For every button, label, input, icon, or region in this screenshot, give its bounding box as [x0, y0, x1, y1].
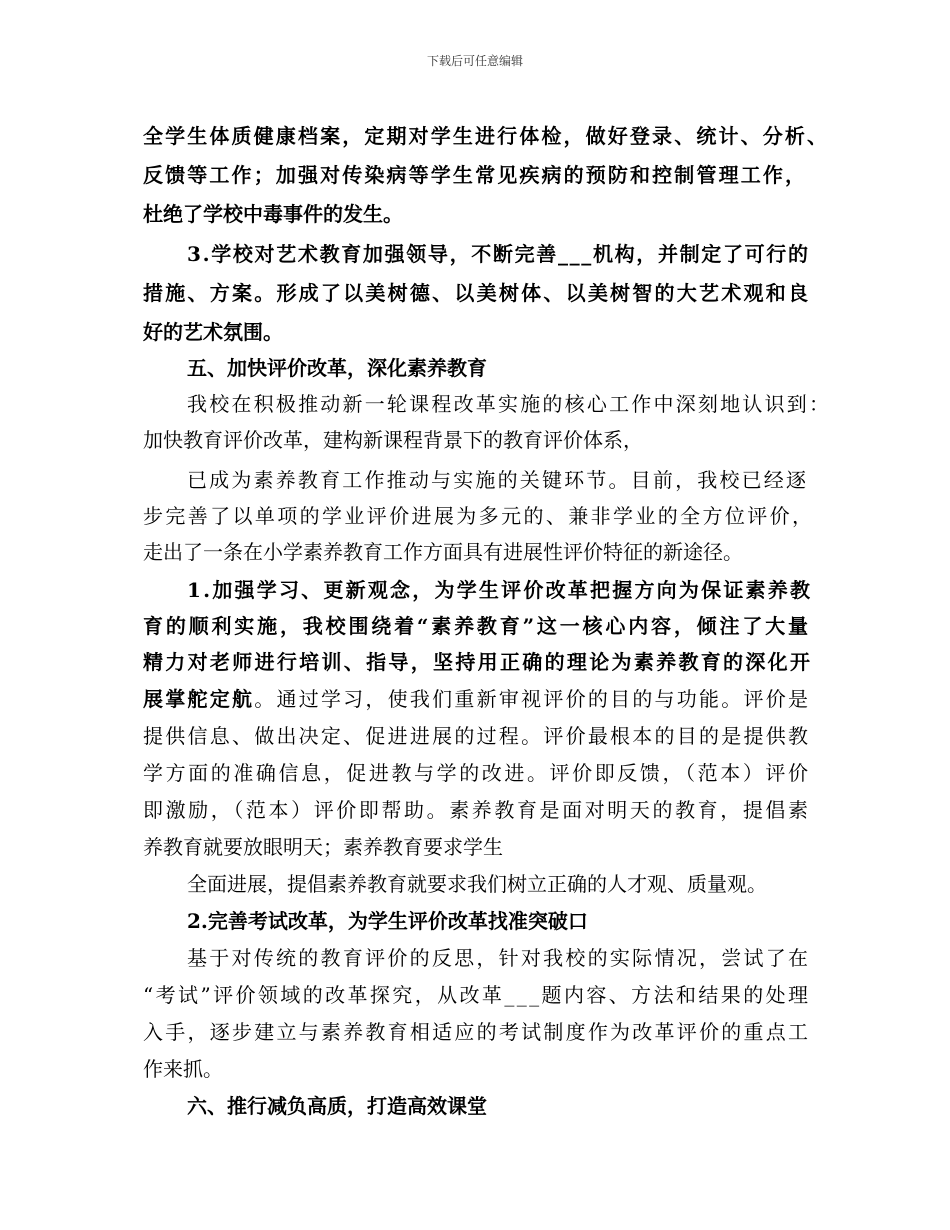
line-text: 3.学校对艺术教育加强领导，不断完善___机构，并制定了可行的	[187, 242, 810, 266]
text-line	[0, 1014, 950, 1050]
line-text: 措施、方案。形成了以美树德、以美树体、以美树智的大艺术观和良	[143, 281, 811, 305]
line-text: 养教育就要放眼明天；素养教育要求学生	[143, 835, 503, 859]
line-text: 全面进展，提倡素养教育就要求我们树立正确的人才观、质量观。	[187, 872, 767, 896]
text-line	[0, 157, 950, 193]
text-line	[0, 275, 950, 311]
text-line	[0, 314, 950, 350]
text-line	[0, 829, 950, 865]
line-text: 六、推行减负高质，打造高效课堂	[187, 1094, 487, 1118]
text-line	[0, 462, 950, 498]
line-text: 精力对老师进行培训、指导，坚持用正确的理论为素养教育的深化开	[143, 650, 813, 674]
line-text: 已成为素养教育工作推动与实施的关键环节。目前，我校已经逐	[187, 468, 809, 492]
line-segment: 展掌舵定航	[143, 687, 255, 711]
text-line	[0, 534, 950, 570]
line-text: 基于对传统的教育评价的反思，针对我校的实际情况，尝试了在	[187, 946, 811, 970]
text-line	[0, 1051, 950, 1087]
text-line	[0, 118, 950, 154]
text-line	[0, 718, 950, 754]
text-line	[0, 196, 950, 232]
text-line	[0, 681, 950, 717]
text-line	[0, 755, 950, 791]
text-line	[0, 940, 950, 976]
line-text: 反馈等工作；加强对传染病等学生常见疾病的预防和控制管理工作，	[143, 163, 808, 187]
line-text: 入手，逐步建立与素养教育相适应的考试制度作为改革评价的重点工	[143, 1020, 811, 1044]
page-header: 下载后可任意编辑	[426, 54, 523, 68]
text-line	[0, 1088, 950, 1124]
line-text: 全学生体质健康档案，定期对学生进行体检，做好登录、统计、分析、	[143, 124, 830, 148]
text-line	[0, 644, 950, 680]
text-line	[0, 866, 950, 902]
line-segment: 。通过学习，使我们重新审视评价的目的与功能。评价是	[254, 687, 811, 711]
line-text: 1.加强学习、更新观念，为学生评价改革把握方向为保证素养教	[187, 578, 813, 602]
text-line	[0, 422, 950, 458]
line-text: 作来抓。	[143, 1057, 223, 1081]
text-line	[0, 572, 950, 608]
text-line	[0, 608, 950, 644]
line-text: 加快教育评价改革，建构新课程背景下的教育评价体系，	[143, 428, 643, 452]
line-text	[143, 681, 810, 717]
line-text: 提供信息、做出决定、促进进展的过程。评价最根本的目的是提供教	[143, 724, 811, 748]
line-text: 走出了一条在小学素养教育工作方面具有进展性评价特征的新途径。	[143, 540, 743, 564]
text-line	[0, 386, 950, 422]
line-text: 学方面的准确信息，促进教与学的改进。评价即反馈，（范本）评价	[143, 761, 811, 785]
line-text: “考试”评价领域的改革探究，从改革___题内容、方法和结果的处理	[143, 983, 811, 1007]
line-text: 步完善了以单项的学业评价进展为多元的、兼非学业的全方位评价，	[143, 504, 815, 528]
text-line	[0, 350, 950, 386]
line-text: 五、加快评价改革，深化素养教育	[187, 356, 487, 380]
text-line	[0, 977, 950, 1013]
line-text: 杜绝了学校中毒事件的发生。	[143, 202, 403, 226]
line-text: 好的艺术氛围。	[143, 320, 283, 344]
text-line	[0, 903, 950, 939]
text-line	[0, 498, 950, 534]
line-text: 即激励，（范本）评价即帮助。素养教育是面对明天的教育，提倡素	[143, 798, 811, 822]
text-line	[0, 792, 950, 828]
line-text: 2.完善考试改革，为学生评价改革找准突破口	[187, 909, 588, 933]
line-text: 我校在积极推动新一轮课程改革实施的核心工作中深刻地认识到：	[187, 392, 832, 416]
text-line	[0, 236, 950, 272]
line-text: 育的顺利实施，我校围绕着“素养教育”这一核心内容，倾注了大量	[143, 614, 811, 638]
